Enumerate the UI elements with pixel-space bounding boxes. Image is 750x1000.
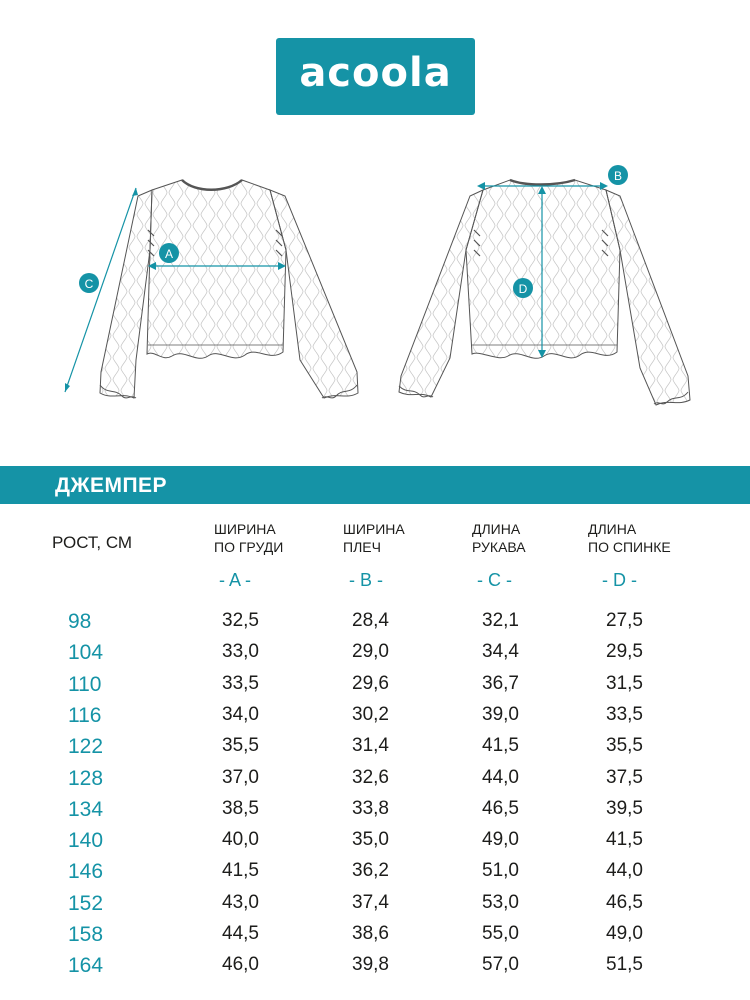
shoulder-width-header-line1: ШИРИНА: [343, 521, 405, 537]
sleeve-length-header: [472, 520, 526, 556]
measurement-cell: 41,5: [482, 735, 519, 757]
height-cell: 158: [68, 923, 104, 946]
back-length-header-line2: ПО СПИНКЕ: [588, 539, 671, 555]
table-row: [0, 892, 750, 923]
height-cell: 134: [68, 797, 104, 821]
measurement-cell: 29,6: [352, 672, 389, 694]
measurement-cell: 55,0: [482, 923, 519, 944]
measurement-cell: 34,4: [482, 641, 519, 663]
measurement-cell: 33,8: [352, 797, 389, 819]
measurement-cell: 36,7: [482, 672, 519, 694]
marker-a-label: A: [164, 247, 174, 261]
table-row: [0, 735, 750, 766]
measurement-cell: 33,5: [606, 703, 643, 725]
height-cell: 164: [68, 954, 104, 978]
measurement-cell: 38,6: [352, 923, 389, 944]
garment-diagram: [0, 160, 750, 420]
measurement-cell: 35,5: [222, 735, 259, 757]
measurement-cell: 40,0: [222, 829, 259, 851]
shoulder-width-header-line2: ПЛЕЧ: [343, 539, 381, 555]
measurement-cell: 44,0: [482, 766, 519, 788]
marker-b-label: B: [613, 169, 623, 183]
measurement-cell: 46,5: [606, 891, 643, 913]
table-row: [0, 610, 750, 641]
measurement-cell: 43,0: [222, 891, 259, 913]
section-title: ДЖЕМПЕР: [55, 474, 168, 497]
front-view: [65, 180, 358, 398]
table-row: [0, 767, 750, 798]
measurement-cell: 35,5: [606, 735, 643, 757]
measurement-cell: 37,0: [222, 766, 259, 788]
sleeve-length-header-line1: ДЛИНА: [472, 521, 521, 537]
measurement-cell: 37,5: [606, 766, 643, 788]
measurement-cell: 51,5: [606, 954, 643, 976]
measurement-cell: 36,2: [352, 860, 389, 882]
height-cell: 128: [68, 766, 104, 790]
measurement-cell: 41,5: [222, 860, 259, 882]
height-cell: 140: [68, 829, 104, 853]
sleeve-length-code: - C -: [477, 570, 512, 590]
measurement-cell: 57,0: [482, 954, 519, 976]
height-column-header: РОСТ, СМ: [52, 533, 133, 552]
measurement-cell: 33,5: [222, 672, 259, 694]
height-cell: 152: [68, 891, 104, 915]
table-row: [0, 923, 750, 954]
table-row: [0, 860, 750, 891]
measurement-cell: 39,5: [606, 797, 643, 819]
measurement-cell: 29,5: [606, 641, 643, 663]
height-cell: 98: [68, 610, 92, 633]
measurement-cell: 49,0: [482, 829, 519, 851]
measurement-cell: 44,0: [606, 860, 643, 882]
height-cell: 110: [68, 672, 102, 696]
shoulder-width-code: - B -: [349, 570, 383, 590]
measurement-cell: 35,0: [352, 829, 389, 851]
table-row: [0, 798, 750, 829]
brand-logo: [276, 38, 475, 115]
chest-width-header-line1: ШИРИНА: [214, 521, 276, 537]
measurement-cell: 41,5: [606, 829, 643, 851]
table-row: [0, 641, 750, 672]
measurement-cell: 31,4: [352, 735, 389, 757]
marker-c-label: C: [84, 277, 94, 291]
chest-width-header-line2: ПО ГРУДИ: [214, 539, 284, 555]
measurement-cell: 32,5: [222, 610, 259, 631]
back-length-header: [588, 520, 671, 556]
table-row: [0, 954, 750, 985]
shoulder-width-header: [343, 520, 405, 556]
measurement-cell: 44,5: [222, 923, 259, 944]
height-cell: 104: [68, 641, 104, 665]
measurement-cell: 31,5: [606, 672, 643, 694]
back-length-code: - D -: [602, 570, 637, 590]
measurement-cell: 38,5: [222, 797, 259, 819]
table-row: [0, 673, 750, 704]
sleeve-length-header-line2: РУКАВА: [472, 539, 526, 555]
section-banner: [0, 466, 750, 504]
measurement-cell: 46,0: [222, 954, 259, 976]
measurement-cell: 39,0: [482, 703, 519, 725]
measurement-cell: 28,4: [352, 610, 389, 631]
table-row: [0, 829, 750, 860]
measurement-cell: 30,2: [352, 703, 389, 725]
chest-width-header: [214, 520, 283, 556]
measurement-cell: 32,1: [482, 610, 519, 631]
height-cell: 122: [68, 735, 104, 759]
measurement-cell: 49,0: [606, 923, 643, 944]
measurement-cell: 51,0: [482, 860, 519, 882]
brand-logo-text: acoola: [299, 50, 452, 96]
back-length-header-line1: ДЛИНА: [588, 521, 637, 537]
measurement-cell: 33,0: [222, 641, 259, 663]
back-view: [399, 165, 690, 405]
height-cell: 146: [68, 860, 104, 884]
height-cell: 116: [68, 703, 102, 727]
chest-width-code: - A -: [219, 570, 252, 590]
measurement-cell: 53,0: [482, 891, 519, 913]
measurement-cell: 37,4: [352, 891, 389, 913]
measurement-cell: 29,0: [352, 641, 389, 663]
measurement-cell: 27,5: [606, 610, 643, 631]
measurement-cell: 34,0: [222, 703, 259, 725]
measurement-cell: 46,5: [482, 797, 519, 819]
table-row: [0, 704, 750, 735]
measurement-cell: 39,8: [352, 954, 389, 976]
measurement-cell: 32,6: [352, 766, 389, 788]
marker-d-label: D: [518, 282, 528, 296]
